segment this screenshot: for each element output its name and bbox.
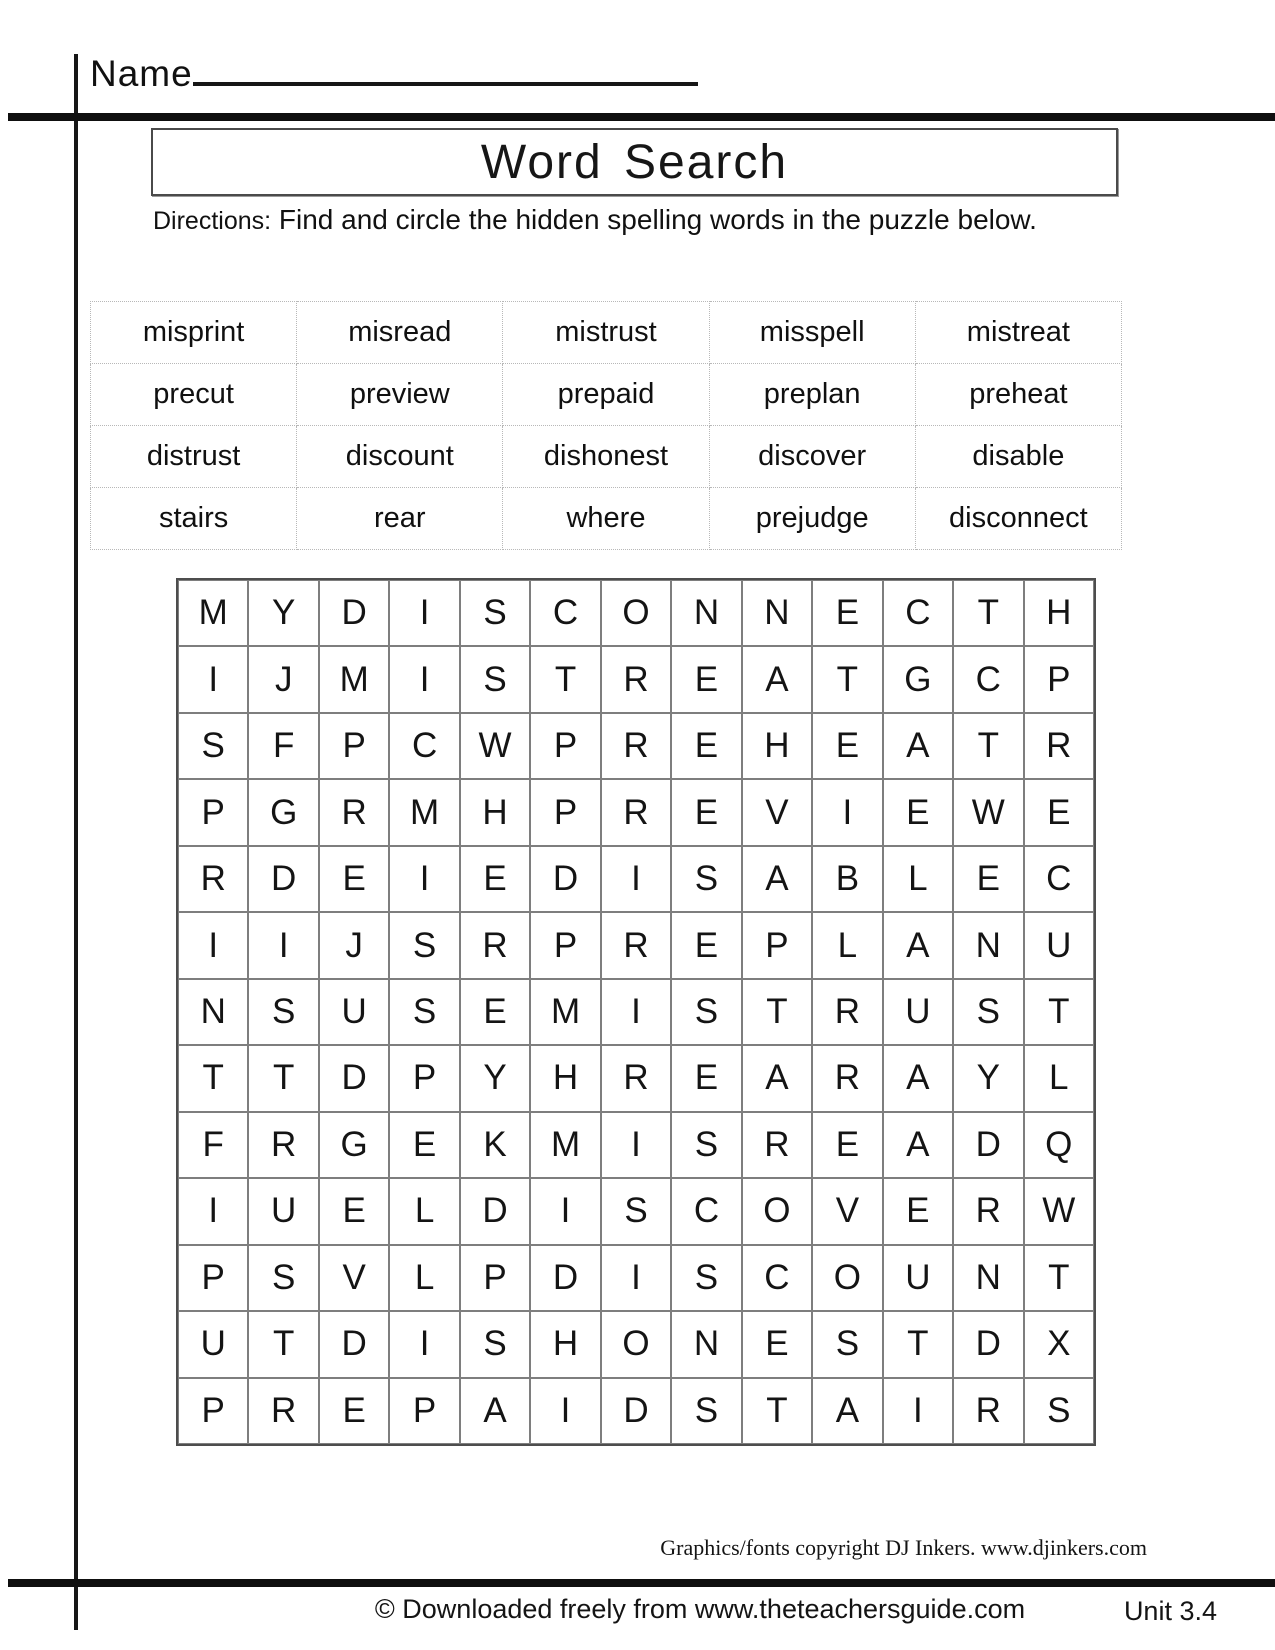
word-list-row: [91, 364, 1122, 426]
grid-letter-cell: R: [742, 1112, 812, 1178]
grid-letter-cell: I: [248, 912, 318, 978]
name-underline: [193, 44, 698, 86]
bottom-divider-rule: [8, 1579, 1275, 1587]
word-list-cell: preview: [297, 364, 503, 426]
word-list-table: [90, 301, 1122, 550]
grid-letter-cell: R: [248, 1112, 318, 1178]
grid-letter-cell: I: [178, 912, 248, 978]
name-row: [90, 44, 698, 95]
directions: [153, 204, 1143, 236]
grid-letter-cell: I: [601, 1112, 671, 1178]
grid-letter-cell: E: [883, 1178, 953, 1244]
grid-letter-cell: D: [530, 846, 600, 912]
grid-letter-cell: T: [883, 1311, 953, 1377]
grid-letter-cell: N: [671, 1311, 741, 1377]
grid-letter-cell: S: [460, 1311, 530, 1377]
grid-letter-cell: A: [742, 846, 812, 912]
grid-letter-cell: P: [1024, 646, 1094, 712]
grid-letter-cell: S: [953, 979, 1023, 1045]
grid-letter-cell: T: [953, 580, 1023, 646]
grid-letter-cell: A: [883, 1045, 953, 1111]
grid-letter-cell: E: [953, 846, 1023, 912]
grid-letter-cell: Y: [248, 580, 318, 646]
grid-letter-cell: H: [1024, 580, 1094, 646]
grid-letter-cell: O: [742, 1178, 812, 1244]
grid-letter-cell: T: [248, 1311, 318, 1377]
grid-letter-cell: H: [530, 1045, 600, 1111]
grid-letter-cell: F: [248, 713, 318, 779]
grid-letter-cell: T: [1024, 979, 1094, 1045]
grid-letter-cell: B: [812, 846, 882, 912]
grid-letter-cell: E: [319, 1378, 389, 1444]
directions-label: Directions:: [153, 207, 272, 235]
grid-letter-cell: R: [178, 846, 248, 912]
grid-letter-cell: S: [671, 1245, 741, 1311]
word-list-cell: preheat: [915, 364, 1121, 426]
unit-label: Unit 3.4: [1123, 1596, 1217, 1626]
grid-letter-cell: C: [883, 580, 953, 646]
grid-letter-cell: W: [953, 779, 1023, 845]
grid-letter-cell: I: [178, 646, 248, 712]
grid-letter-cell: K: [460, 1112, 530, 1178]
grid-letter-cell: M: [319, 646, 389, 712]
page-title: Word Search: [480, 135, 789, 189]
grid-letter-cell: V: [319, 1245, 389, 1311]
grid-letter-cell: U: [883, 1245, 953, 1311]
grid-letter-cell: M: [178, 580, 248, 646]
grid-letter-cell: N: [178, 979, 248, 1045]
directions-text: Find and circle the hidden spelling words in the puzzle below.: [278, 204, 1037, 235]
grid-letter-cell: A: [742, 1045, 812, 1111]
title-box: [151, 128, 1118, 196]
grid-letter-cell: O: [601, 580, 671, 646]
word-list-cell: preplan: [709, 364, 915, 426]
grid-letter-cell: H: [742, 713, 812, 779]
grid-letter-cell: T: [742, 979, 812, 1045]
grid-letter-cell: T: [953, 713, 1023, 779]
grid-letter-cell: S: [389, 912, 459, 978]
grid-letter-cell: P: [178, 1378, 248, 1444]
word-list-cell: precut: [91, 364, 297, 426]
grid-letter-cell: J: [248, 646, 318, 712]
grid-letter-cell: O: [812, 1245, 882, 1311]
grid-letter-cell: P: [742, 912, 812, 978]
word-list-cell: stairs: [91, 488, 297, 550]
grid-letter-cell: R: [812, 979, 882, 1045]
grid-letter-cell: I: [389, 846, 459, 912]
grid-letter-cell: F: [178, 1112, 248, 1178]
grid-letter-cell: S: [671, 1378, 741, 1444]
grid-letter-cell: E: [742, 1311, 812, 1377]
grid-letter-cell: I: [812, 779, 882, 845]
grid-letter-cell: I: [389, 1311, 459, 1377]
grid-letter-cell: P: [530, 779, 600, 845]
grid-letter-cell: R: [319, 779, 389, 845]
word-list-cell: where: [503, 488, 709, 550]
grid-letter-cell: S: [671, 846, 741, 912]
grid-letter-cell: A: [460, 1378, 530, 1444]
grid-letter-cell: A: [883, 713, 953, 779]
grid-letter-cell: I: [883, 1378, 953, 1444]
grid-letter-cell: T: [1024, 1245, 1094, 1311]
grid-letter-cell: T: [812, 646, 882, 712]
grid-letter-cell: P: [178, 779, 248, 845]
grid-letter-cell: C: [389, 713, 459, 779]
grid-letter-cell: A: [883, 1112, 953, 1178]
word-list-cell: misprint: [91, 302, 297, 364]
grid-letter-cell: S: [389, 979, 459, 1045]
grid-letter-cell: D: [601, 1378, 671, 1444]
grid-letter-cell: R: [953, 1378, 1023, 1444]
grid-letter-cell: E: [671, 912, 741, 978]
grid-letter-cell: S: [248, 1245, 318, 1311]
grid-letter-cell: M: [530, 979, 600, 1045]
grid-letter-cell: S: [1024, 1378, 1094, 1444]
grid-letter-cell: R: [601, 1045, 671, 1111]
grid-letter-cell: C: [671, 1178, 741, 1244]
grid-letter-cell: R: [248, 1378, 318, 1444]
word-list-cell: misspell: [709, 302, 915, 364]
grid-letter-cell: U: [1024, 912, 1094, 978]
name-label: Name: [90, 53, 193, 94]
grid-letter-cell: I: [389, 580, 459, 646]
grid-letter-cell: L: [1024, 1045, 1094, 1111]
grid-letter-cell: N: [671, 580, 741, 646]
top-divider-rule: [8, 113, 1275, 121]
grid-letter-cell: G: [248, 779, 318, 845]
grid-letter-cell: I: [530, 1378, 600, 1444]
grid-letter-cell: A: [883, 912, 953, 978]
grid-letter-cell: D: [319, 1311, 389, 1377]
grid-letter-cell: T: [248, 1045, 318, 1111]
grid-letter-cell: E: [671, 713, 741, 779]
word-list-cell: mistreat: [915, 302, 1121, 364]
grid-letter-cell: D: [319, 1045, 389, 1111]
grid-letter-cell: G: [319, 1112, 389, 1178]
grid-letter-cell: I: [601, 979, 671, 1045]
grid-letter-cell: C: [953, 646, 1023, 712]
grid-letter-cell: I: [178, 1178, 248, 1244]
word-list-cell: misread: [297, 302, 503, 364]
grid-letter-cell: W: [1024, 1178, 1094, 1244]
grid-letter-cell: I: [530, 1178, 600, 1244]
grid-letter-cell: E: [460, 846, 530, 912]
grid-letter-cell: E: [671, 646, 741, 712]
grid-letter-cell: R: [601, 779, 671, 845]
grid-letter-cell: R: [601, 912, 671, 978]
grid-letter-cell: R: [953, 1178, 1023, 1244]
word-list-cell: dishonest: [503, 426, 709, 488]
grid-letter-cell: P: [530, 713, 600, 779]
grid-letter-cell: S: [460, 646, 530, 712]
grid-letter-cell: D: [460, 1178, 530, 1244]
grid-letter-cell: D: [248, 846, 318, 912]
grid-letter-cell: Y: [953, 1045, 1023, 1111]
grid-letter-cell: M: [530, 1112, 600, 1178]
grid-letter-cell: G: [883, 646, 953, 712]
grid-letter-cell: N: [742, 580, 812, 646]
grid-letter-cell: E: [671, 1045, 741, 1111]
grid-letter-cell: A: [812, 1378, 882, 1444]
grid-letter-cell: P: [178, 1245, 248, 1311]
grid-letter-cell: D: [319, 580, 389, 646]
grid-letter-cell: E: [319, 1178, 389, 1244]
word-list-cell: discount: [297, 426, 503, 488]
grid-letter-cell: U: [883, 979, 953, 1045]
grid-letter-cell: J: [319, 912, 389, 978]
word-list-cell: disconnect: [915, 488, 1121, 550]
grid-letter-cell: V: [812, 1178, 882, 1244]
grid-letter-cell: S: [671, 979, 741, 1045]
grid-letter-cell: I: [601, 846, 671, 912]
grid-letter-cell: I: [601, 1245, 671, 1311]
grid-letter-cell: R: [601, 646, 671, 712]
grid-letter-cell: D: [953, 1112, 1023, 1178]
word-list-row: [91, 302, 1122, 364]
grid-letter-cell: E: [812, 713, 882, 779]
word-list-cell: discover: [709, 426, 915, 488]
word-list-row: [91, 426, 1122, 488]
grid-letter-cell: E: [812, 1112, 882, 1178]
grid-letter-cell: E: [1024, 779, 1094, 845]
grid-letter-cell: R: [1024, 713, 1094, 779]
word-list-cell: distrust: [91, 426, 297, 488]
grid-letter-cell: E: [460, 979, 530, 1045]
word-list-body: [91, 302, 1122, 550]
word-list-cell: prepaid: [503, 364, 709, 426]
download-note: © Downloaded freely from www.theteachersguide.com: [374, 1594, 1026, 1624]
grid-letter-cell: C: [530, 580, 600, 646]
grid-letter-cell: D: [953, 1311, 1023, 1377]
grid-letter-cell: R: [460, 912, 530, 978]
grid-letter-cell: E: [671, 779, 741, 845]
grid-letter-cell: P: [319, 713, 389, 779]
grid-letter-cell: H: [530, 1311, 600, 1377]
grid-letter-cell: P: [530, 912, 600, 978]
grid-letter-cell: Q: [1024, 1112, 1094, 1178]
grid-letter-cell: S: [812, 1311, 882, 1377]
grid-letter-cell: M: [389, 779, 459, 845]
grid-letter-cell: U: [178, 1311, 248, 1377]
grid-letter-cell: X: [1024, 1311, 1094, 1377]
grid-letter-cell: P: [389, 1378, 459, 1444]
grid-letter-cell: N: [953, 912, 1023, 978]
grid-letter-cell: S: [178, 713, 248, 779]
word-list-cell: mistrust: [503, 302, 709, 364]
footer-credit: Graphics/fonts copyright DJ Inkers. www.djinkers.com: [660, 1535, 1147, 1560]
grid-letter-cell: S: [601, 1178, 671, 1244]
grid-letter-cell: Y: [460, 1045, 530, 1111]
word-list-cell: disable: [915, 426, 1121, 488]
grid-letter-cell: A: [742, 646, 812, 712]
grid-letter-cell: T: [178, 1045, 248, 1111]
grid-letter-cell: T: [530, 646, 600, 712]
grid-letter-cell: H: [460, 779, 530, 845]
word-list-cell: rear: [297, 488, 503, 550]
grid-letter-cell: E: [389, 1112, 459, 1178]
grid-letter-cell: S: [671, 1112, 741, 1178]
grid-letter-cell: U: [248, 1178, 318, 1244]
puzzle-grid: [176, 578, 1096, 1446]
grid-letter-cell: R: [812, 1045, 882, 1111]
grid-letter-cell: P: [460, 1245, 530, 1311]
grid-letter-cell: T: [742, 1378, 812, 1444]
grid-letter-cell: E: [883, 779, 953, 845]
grid-letter-cell: L: [389, 1245, 459, 1311]
grid-letter-cell: U: [319, 979, 389, 1045]
word-list-cell: prejudge: [709, 488, 915, 550]
grid-letter-cell: S: [460, 580, 530, 646]
grid-letter-cell: C: [742, 1245, 812, 1311]
grid-letter-cell: V: [742, 779, 812, 845]
grid-letter-cell: O: [601, 1311, 671, 1377]
word-list-row: [91, 488, 1122, 550]
grid-letter-cell: L: [812, 912, 882, 978]
left-margin-rule: [74, 54, 78, 1630]
grid-letter-cell: E: [319, 846, 389, 912]
grid-letter-cell: L: [883, 846, 953, 912]
grid-letter-cell: S: [248, 979, 318, 1045]
grid-letter-cell: L: [389, 1178, 459, 1244]
grid-letter-cell: I: [389, 646, 459, 712]
grid-letter-cell: C: [1024, 846, 1094, 912]
grid-letter-cell: E: [812, 580, 882, 646]
grid-letter-cell: P: [389, 1045, 459, 1111]
grid-letter-cell: R: [601, 713, 671, 779]
grid-letter-cell: W: [460, 713, 530, 779]
grid-letter-cell: D: [530, 1245, 600, 1311]
grid-letter-cell: N: [953, 1245, 1023, 1311]
